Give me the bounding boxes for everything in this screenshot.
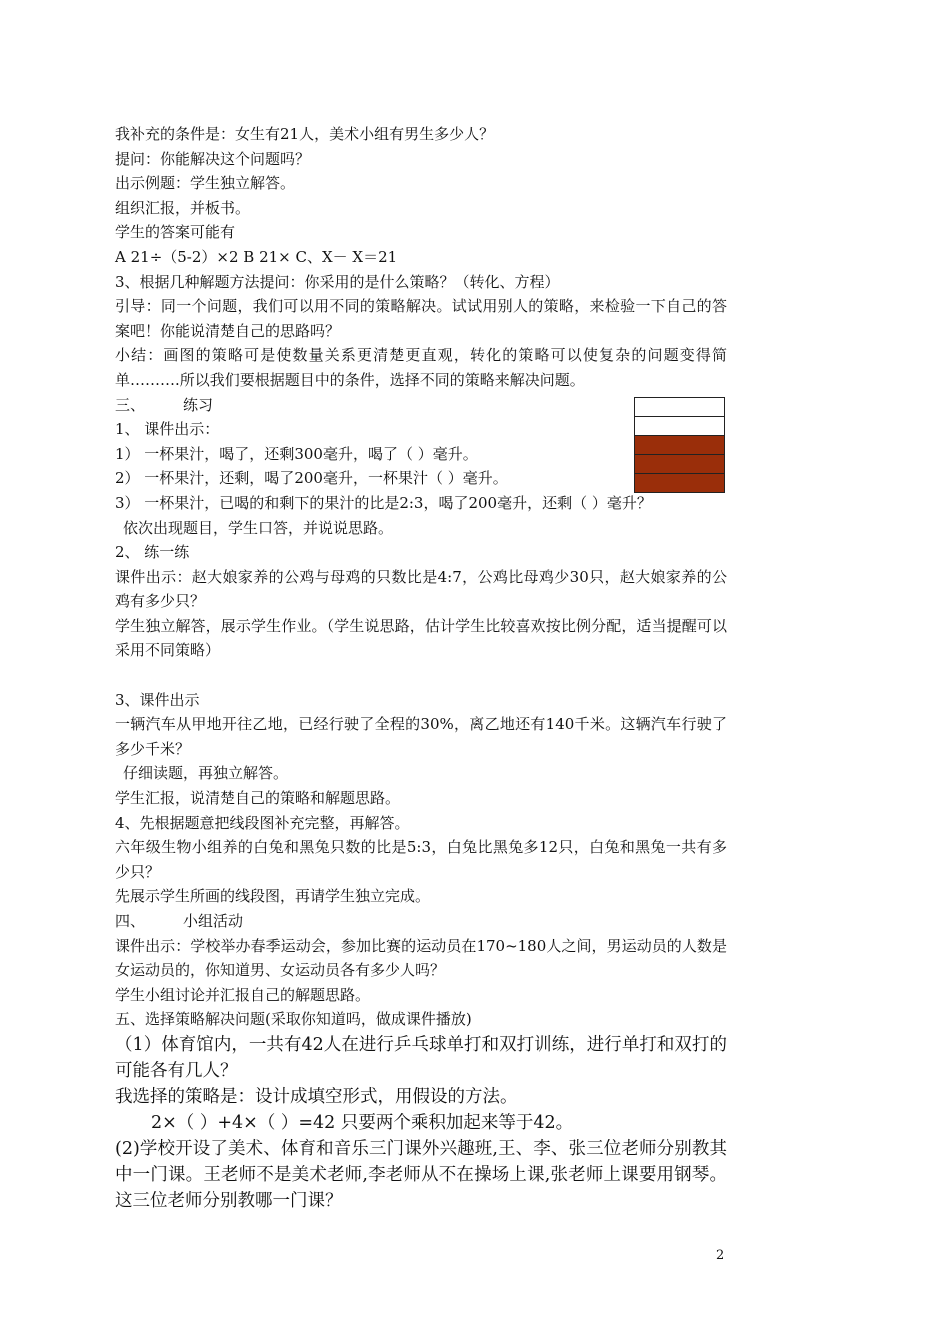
cup-filled-part [635,474,724,492]
text-line: 3、课件出示 [115,690,200,709]
text-line: 依次出现题目，学生口答，并说说思路。 [123,518,394,537]
text-line: 3、根据几种解题方法提问：你采用的是什么策略？（转化、方程） [115,272,560,291]
cup-filled-part [635,436,724,455]
text-line: 学生独立解答，展示学生作业。（学生说思路，估计学生比较喜欢按比例分配，适当提醒可以采用不同策略） [115,616,727,660]
text-line: 学生的答案可能有 [115,223,236,242]
section-heading-4 [115,909,727,934]
cup-filled-part [635,455,724,474]
text-line: 仔细读题，再独立解答。 [123,764,289,783]
cup-empty-part [635,417,724,436]
juice-cup-diagram [634,397,725,493]
text-line: 学生小组讨论并汇报自己的解题思路。 [115,985,371,1004]
text-line: 先展示学生所画的线段图，再请学生独立完成。 [115,887,431,906]
document-body [115,122,727,1214]
sports-problem: 课件出示：学校举办春季运动会，参加比赛的运动员在170~180人之间，男运动员的人数是女运动员的，你知道男、女运动员各有多少人吗？ [115,936,727,980]
text-line: 我选择的策略是：设计成填空形式，用假设的方法。 [115,1086,518,1107]
text-line: 我补充的条件是：女生有21人，美术小组有男生多少人？ [115,125,495,143]
exercise-problem: 课件出示：赵大娘家养的公鸡与母鸡的只数比是4:7，公鸡比母鸡少30只，赵大娘家养的公鸡有多少只？ [115,567,727,611]
teachers-problem: (2)学校开设了美术、体育和音乐三门课外兴趣班,王、李、张三位老师分别教其中一门课。王老师不是美术老师,李老师从不在操场上课,张老师上课要用钢琴。这三位老师分别教哪一门课？ [115,1138,727,1211]
section-title: 小组活动 [183,912,244,930]
equation-line: 2×（ ）+4×（ ）=42 只要两个乘积加起来等于42。 [151,1112,574,1133]
text-line: 2、 练一练 [115,543,190,562]
rabbit-problem: 六年级生物小组养的白兔和黑兔只数的比是5:3，白兔比黑兔多12只，白兔和黑兔一共有多少只？ [115,838,727,881]
text-line: 组织汇报，并板书。 [115,198,251,217]
text-line: 出示例题：学生独立解答。 [115,174,296,193]
table-tennis-problem: （1）体育馆内，一共有42人在进行乒乓球单打和双打训练，进行单打和双打的可能各有几人？ [115,1034,727,1081]
text-line: 4、先根据题意把线段图补充完整，再解答。 [115,813,410,832]
text-line: 学生汇报，说清楚自己的策略和解题思路。 [115,789,401,808]
car-problem: 一辆汽车从甲地开往乙地，已经行驶了全程的30%，离乙地还有140千米。这辆汽车行驶了多少千米？ [115,715,727,758]
cup-empty-part [635,398,724,417]
text-line: 1、 课件出示： [115,420,220,439]
question-1: 1） 一杯果汁，喝了，还剩300毫升，喝了（ ）毫升。 [115,444,478,463]
paragraph-guide: 引导：同一个问题，我们可以用不同的策略解决。试试用别人的策略，来检验一下自己的答案吧！你能说清楚自己的思路吗？ [115,297,727,340]
question-2: 2） 一杯果汁，还剩，喝了200毫升，一杯果汁（ ）毫升。 [115,469,508,488]
text-line: 提问：你能解决这个问题吗？ [115,149,311,168]
section-number: 三、 [115,395,146,414]
section-heading-5: 五、选择策略解决问题(采取你知道吗，做成课件播放) [115,1010,472,1029]
blank-line [115,663,727,688]
question-3: 3） 一杯果汁，已喝的和剩下的果汁的比是2:3，喝了200毫升，还剩（ ）毫升？ [115,493,652,512]
section-number: 四、 [115,912,146,930]
answer-options: A 21÷（5-2）×2 B 21× C、X－ X＝21 [115,247,398,266]
paragraph-summary: 小结：画图的策略可是使数量关系更清楚更直观，转化的策略可以使复杂的问题变得简单……….所以我们要根据题目中的条件，选择不同的策略来解决问题。 [115,346,727,389]
section-title: 练习 [183,395,214,414]
page-number: 2 [716,1248,725,1263]
